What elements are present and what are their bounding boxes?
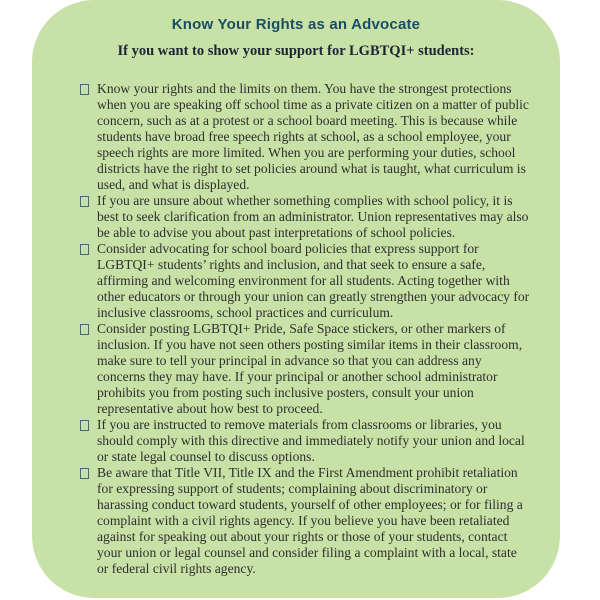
list-item [80,465,531,577]
list-item-text: If you are unsure about whether something complies with school policy, it is best to seek clarification from an administrator. Union representatives may also be able to advise you about past interpretations of school policies. [97,193,529,240]
list-item-text: Consider posting LGBTQI+ Pride, Safe Space stickers, or other markers of inclusion. If you have not seen others posting similar items in their classroom, make sure to tell your principal in advance so that you can address any concerns they may have. If your principal or another school administrator prohibits you from posting such inclusive posters, consult your union representative about how best to proceed. [97,321,523,416]
list-item-text: Be aware that Title VII, Title IX and the First Amendment prohibit retaliation for expressing support of students; complaining about discriminatory or harassing conduct toward students, yourself of other employees; or for filing a complaint with a civil rights agency. If you believe you have been retaliated against for speaking out about your rights or those of your students, contact your union or legal counsel and consider filing a complaint with a local, state or federal civil rights agency. [97,465,523,576]
list-item [80,193,531,241]
list-item [80,81,531,193]
subtitle: If you want to show your support for LGBTQI+ students: [117,43,475,59]
list-item [80,241,531,321]
list-item-text: Consider advocating for school board policies that express support for LGBTQI+ students’ rights and inclusion, and that seek to ensure a safe, affirming and welcoming environment for all students. Acting together with other educators or through your union can greatly strengthen your advocacy for inclusive classrooms, school practices and curriculum. [97,241,530,320]
checkbox-bullet-icon [80,468,89,479]
list-item [80,321,531,417]
list-item-text: If you are instructed to remove materials from classrooms or libraries, you should comply with this directive and immediately notify your union and local or state legal counsel to discuss options. [97,417,525,464]
list-item [80,417,531,465]
checkbox-bullet-icon [80,84,89,95]
page-title: Know Your Rights as an Advocate [171,16,421,33]
checkbox-bullet-icon [80,420,89,431]
checkbox-bullet-icon [80,244,89,255]
list-item-text: Know your rights and the limits on them. You have the strongest protections when you are speaking off school time as a private citizen on a matter of public concern, such as at a protest or a school board meeting. This is because while students have broad free speech rights at school, as a school employee, your speech rights are more limited. When you are performing your duties, school districts have the right to set policies around what is taught, what curriculum is used, and what is displayed. [97,81,529,192]
advice-list [32,81,560,577]
checkbox-bullet-icon [80,196,89,207]
checkbox-bullet-icon [80,324,89,335]
flyer-card [32,0,560,598]
